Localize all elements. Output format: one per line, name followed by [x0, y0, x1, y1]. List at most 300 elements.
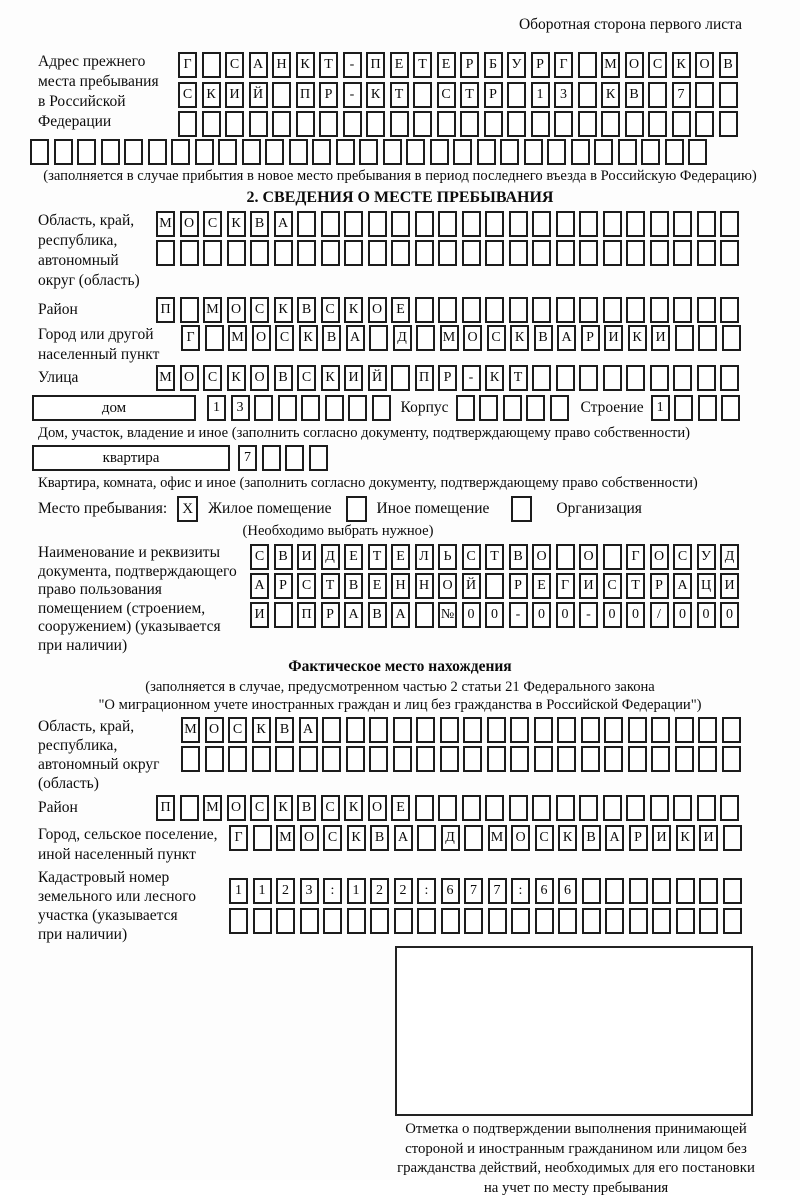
- char-cell[interactable]: [581, 717, 600, 743]
- char-cell[interactable]: С: [535, 825, 554, 851]
- char-cell[interactable]: [509, 297, 528, 323]
- char-cell[interactable]: М: [228, 325, 247, 351]
- char-cell[interactable]: К: [296, 52, 315, 78]
- char-cell[interactable]: [650, 795, 669, 821]
- char-cell[interactable]: [77, 139, 96, 165]
- char-cell[interactable]: [346, 746, 365, 772]
- char-cell[interactable]: [225, 111, 244, 137]
- char-cell[interactable]: [242, 139, 261, 165]
- char-cell[interactable]: [723, 878, 742, 904]
- char-cell[interactable]: [509, 240, 528, 266]
- char-cell[interactable]: Д: [720, 544, 739, 570]
- char-cell[interactable]: [413, 82, 432, 108]
- char-cell[interactable]: [370, 908, 389, 934]
- char-cell[interactable]: [579, 240, 598, 266]
- char-cell[interactable]: С: [437, 82, 456, 108]
- char-cell[interactable]: [463, 746, 482, 772]
- char-cell[interactable]: 7: [672, 82, 691, 108]
- char-cell[interactable]: [534, 746, 553, 772]
- char-cell[interactable]: Е: [344, 544, 363, 570]
- char-cell[interactable]: [697, 240, 716, 266]
- char-cell[interactable]: С: [462, 544, 481, 570]
- char-cell[interactable]: [406, 139, 425, 165]
- char-cell[interactable]: К: [676, 825, 695, 851]
- char-cell[interactable]: [719, 111, 738, 137]
- char-cell[interactable]: [228, 746, 247, 772]
- char-cell[interactable]: [336, 139, 355, 165]
- char-cell[interactable]: [722, 325, 741, 351]
- char-cell[interactable]: [195, 139, 214, 165]
- char-cell[interactable]: [605, 908, 624, 934]
- char-cell[interactable]: Й: [249, 82, 268, 108]
- char-cell[interactable]: [321, 240, 340, 266]
- char-cell[interactable]: [272, 82, 291, 108]
- char-cell[interactable]: А: [274, 211, 293, 237]
- char-cell[interactable]: [229, 908, 248, 934]
- char-cell[interactable]: Р: [509, 573, 528, 599]
- char-cell[interactable]: А: [605, 825, 624, 851]
- char-cell[interactable]: [218, 139, 237, 165]
- char-cell[interactable]: Е: [390, 52, 409, 78]
- char-cell[interactable]: 0: [626, 602, 645, 628]
- char-cell[interactable]: 2: [394, 878, 413, 904]
- char-cell[interactable]: К: [274, 795, 293, 821]
- char-cell[interactable]: [250, 240, 269, 266]
- char-cell[interactable]: [579, 795, 598, 821]
- char-cell[interactable]: [618, 139, 637, 165]
- char-cell[interactable]: С: [228, 717, 247, 743]
- char-cell[interactable]: [673, 365, 692, 391]
- char-cell[interactable]: [485, 573, 504, 599]
- char-cell[interactable]: [101, 139, 120, 165]
- char-cell[interactable]: [393, 717, 412, 743]
- char-cell[interactable]: [296, 111, 315, 137]
- char-cell[interactable]: П: [156, 795, 175, 821]
- char-cell[interactable]: И: [225, 82, 244, 108]
- char-cell[interactable]: [509, 795, 528, 821]
- char-cell[interactable]: Г: [554, 52, 573, 78]
- char-cell[interactable]: [665, 139, 684, 165]
- char-cell[interactable]: Б: [484, 52, 503, 78]
- char-cell[interactable]: [346, 717, 365, 743]
- char-cell[interactable]: Р: [321, 602, 340, 628]
- char-cell[interactable]: [393, 746, 412, 772]
- char-cell[interactable]: [368, 211, 387, 237]
- char-cell[interactable]: [626, 240, 645, 266]
- char-cell[interactable]: [391, 211, 410, 237]
- char-cell[interactable]: И: [250, 602, 269, 628]
- char-cell[interactable]: [343, 111, 362, 137]
- char-cell[interactable]: У: [507, 52, 526, 78]
- char-cell[interactable]: [720, 211, 739, 237]
- char-cell[interactable]: В: [582, 825, 601, 851]
- char-cell[interactable]: [603, 365, 622, 391]
- char-cell[interactable]: И: [579, 573, 598, 599]
- char-cell[interactable]: [698, 717, 717, 743]
- char-cell[interactable]: [437, 111, 456, 137]
- char-cell[interactable]: [369, 325, 388, 351]
- char-cell[interactable]: В: [370, 825, 389, 851]
- char-cell[interactable]: В: [297, 297, 316, 323]
- char-cell[interactable]: П: [297, 602, 316, 628]
- char-cell[interactable]: [391, 365, 410, 391]
- char-cell[interactable]: [556, 240, 575, 266]
- char-cell[interactable]: Т: [626, 573, 645, 599]
- char-cell[interactable]: [511, 908, 530, 934]
- char-cell[interactable]: [720, 297, 739, 323]
- char-cell[interactable]: [556, 297, 575, 323]
- char-cell[interactable]: И: [344, 365, 363, 391]
- char-cell[interactable]: О: [511, 825, 530, 851]
- char-cell[interactable]: [698, 325, 717, 351]
- char-cell[interactable]: [503, 395, 522, 421]
- char-cell[interactable]: [532, 211, 551, 237]
- char-cell[interactable]: [301, 395, 320, 421]
- char-cell[interactable]: [626, 795, 645, 821]
- char-cell[interactable]: А: [673, 573, 692, 599]
- char-cell[interactable]: [629, 908, 648, 934]
- char-cell[interactable]: [532, 240, 551, 266]
- char-cell[interactable]: [650, 365, 669, 391]
- char-cell[interactable]: [417, 908, 436, 934]
- char-cell[interactable]: [54, 139, 73, 165]
- char-cell[interactable]: [359, 139, 378, 165]
- char-cell[interactable]: [579, 365, 598, 391]
- char-cell[interactable]: [557, 717, 576, 743]
- char-cell[interactable]: [532, 795, 551, 821]
- char-cell[interactable]: 0: [485, 602, 504, 628]
- char-cell[interactable]: [278, 395, 297, 421]
- char-cell[interactable]: [274, 240, 293, 266]
- char-cell[interactable]: [675, 325, 694, 351]
- char-cell[interactable]: [289, 139, 308, 165]
- char-cell[interactable]: [526, 395, 545, 421]
- char-cell[interactable]: [417, 825, 436, 851]
- char-cell[interactable]: [556, 211, 575, 237]
- char-cell[interactable]: [723, 825, 742, 851]
- char-cell[interactable]: [532, 297, 551, 323]
- char-cell[interactable]: О: [250, 365, 269, 391]
- char-cell[interactable]: [456, 395, 475, 421]
- char-cell[interactable]: [672, 111, 691, 137]
- char-cell[interactable]: И: [651, 325, 670, 351]
- char-cell[interactable]: [556, 544, 575, 570]
- char-cell[interactable]: У: [697, 544, 716, 570]
- char-cell[interactable]: [485, 297, 504, 323]
- char-cell[interactable]: [485, 211, 504, 237]
- char-cell[interactable]: К: [510, 325, 529, 351]
- char-cell[interactable]: [650, 211, 669, 237]
- char-cell[interactable]: -: [343, 52, 362, 78]
- char-cell[interactable]: -: [462, 365, 481, 391]
- char-cell[interactable]: В: [297, 795, 316, 821]
- char-cell[interactable]: 6: [535, 878, 554, 904]
- char-cell[interactable]: Н: [272, 52, 291, 78]
- char-cell[interactable]: [626, 297, 645, 323]
- char-cell[interactable]: Ь: [438, 544, 457, 570]
- char-cell[interactable]: О: [180, 365, 199, 391]
- char-cell[interactable]: О: [227, 297, 246, 323]
- char-cell[interactable]: [479, 395, 498, 421]
- char-cell[interactable]: [650, 240, 669, 266]
- char-cell[interactable]: 7: [464, 878, 483, 904]
- char-cell[interactable]: Р: [460, 52, 479, 78]
- char-cell[interactable]: [578, 52, 597, 78]
- char-cell[interactable]: [578, 111, 597, 137]
- checkbox-residential[interactable]: X: [177, 496, 198, 522]
- char-cell[interactable]: [674, 395, 693, 421]
- char-cell[interactable]: [369, 717, 388, 743]
- char-cell[interactable]: [205, 746, 224, 772]
- char-cell[interactable]: [534, 717, 553, 743]
- char-cell[interactable]: 1: [229, 878, 248, 904]
- char-cell[interactable]: А: [394, 825, 413, 851]
- char-cell[interactable]: Р: [629, 825, 648, 851]
- char-cell[interactable]: Р: [274, 573, 293, 599]
- char-cell[interactable]: [720, 240, 739, 266]
- char-cell[interactable]: М: [156, 211, 175, 237]
- char-cell[interactable]: С: [323, 825, 342, 851]
- char-cell[interactable]: :: [323, 878, 342, 904]
- char-cell[interactable]: Е: [368, 573, 387, 599]
- char-cell[interactable]: И: [699, 825, 718, 851]
- char-cell[interactable]: [648, 111, 667, 137]
- checkbox-other-premises[interactable]: [346, 496, 367, 522]
- char-cell[interactable]: [312, 139, 331, 165]
- char-cell[interactable]: Н: [415, 573, 434, 599]
- char-cell[interactable]: С: [203, 211, 222, 237]
- char-cell[interactable]: Г: [556, 573, 575, 599]
- char-cell[interactable]: П: [296, 82, 315, 108]
- char-cell[interactable]: Г: [181, 325, 200, 351]
- char-cell[interactable]: [322, 746, 341, 772]
- char-cell[interactable]: С: [225, 52, 244, 78]
- char-cell[interactable]: [719, 82, 738, 108]
- char-cell[interactable]: А: [299, 717, 318, 743]
- char-cell[interactable]: Г: [626, 544, 645, 570]
- char-cell[interactable]: [720, 365, 739, 391]
- char-cell[interactable]: №: [438, 602, 457, 628]
- char-cell[interactable]: [344, 211, 363, 237]
- char-cell[interactable]: [547, 139, 566, 165]
- char-cell[interactable]: [438, 211, 457, 237]
- char-cell[interactable]: [524, 139, 543, 165]
- char-cell[interactable]: Р: [438, 365, 457, 391]
- char-cell[interactable]: [651, 717, 670, 743]
- char-cell[interactable]: С: [203, 365, 222, 391]
- char-cell[interactable]: С: [250, 544, 269, 570]
- char-cell[interactable]: [673, 211, 692, 237]
- char-cell[interactable]: И: [604, 325, 623, 351]
- char-cell[interactable]: [676, 908, 695, 934]
- char-cell[interactable]: [603, 211, 622, 237]
- char-cell[interactable]: П: [156, 297, 175, 323]
- char-cell[interactable]: [415, 795, 434, 821]
- char-cell[interactable]: [571, 139, 590, 165]
- char-cell[interactable]: [383, 139, 402, 165]
- char-cell[interactable]: М: [440, 325, 459, 351]
- char-cell[interactable]: К: [274, 297, 293, 323]
- char-cell[interactable]: С: [648, 52, 667, 78]
- char-cell[interactable]: К: [299, 325, 318, 351]
- char-cell[interactable]: [641, 139, 660, 165]
- char-cell[interactable]: 1: [253, 878, 272, 904]
- char-cell[interactable]: О: [252, 325, 271, 351]
- char-cell[interactable]: [249, 111, 268, 137]
- char-cell[interactable]: [253, 908, 272, 934]
- char-cell[interactable]: О: [205, 717, 224, 743]
- char-cell[interactable]: [477, 139, 496, 165]
- char-cell[interactable]: Е: [391, 297, 410, 323]
- char-cell[interactable]: С: [673, 544, 692, 570]
- char-cell[interactable]: [594, 139, 613, 165]
- char-cell[interactable]: О: [300, 825, 319, 851]
- char-cell[interactable]: [488, 908, 507, 934]
- char-cell[interactable]: [605, 878, 624, 904]
- char-cell[interactable]: [699, 908, 718, 934]
- char-cell[interactable]: С: [321, 795, 340, 821]
- char-cell[interactable]: 6: [441, 878, 460, 904]
- char-cell[interactable]: [603, 297, 622, 323]
- char-cell[interactable]: [579, 211, 598, 237]
- char-cell[interactable]: П: [415, 365, 434, 391]
- char-cell[interactable]: [415, 602, 434, 628]
- char-cell[interactable]: [462, 297, 481, 323]
- char-cell[interactable]: О: [650, 544, 669, 570]
- char-cell[interactable]: [650, 297, 669, 323]
- char-cell[interactable]: В: [275, 717, 294, 743]
- char-cell[interactable]: 2: [370, 878, 389, 904]
- char-cell[interactable]: [673, 240, 692, 266]
- char-cell[interactable]: 0: [697, 602, 716, 628]
- char-cell[interactable]: [202, 52, 221, 78]
- char-cell[interactable]: [603, 795, 622, 821]
- char-cell[interactable]: [652, 908, 671, 934]
- char-cell[interactable]: [347, 908, 366, 934]
- char-cell[interactable]: К: [252, 717, 271, 743]
- char-cell[interactable]: О: [695, 52, 714, 78]
- char-cell[interactable]: [625, 111, 644, 137]
- char-cell[interactable]: 0: [603, 602, 622, 628]
- char-cell[interactable]: [485, 795, 504, 821]
- char-cell[interactable]: К: [485, 365, 504, 391]
- char-cell[interactable]: [390, 111, 409, 137]
- char-cell[interactable]: [438, 795, 457, 821]
- char-cell[interactable]: [582, 908, 601, 934]
- char-cell[interactable]: М: [203, 297, 222, 323]
- char-cell[interactable]: О: [180, 211, 199, 237]
- char-cell[interactable]: Т: [319, 52, 338, 78]
- char-cell[interactable]: [698, 395, 717, 421]
- char-cell[interactable]: В: [344, 573, 363, 599]
- char-cell[interactable]: [272, 111, 291, 137]
- char-cell[interactable]: [676, 878, 695, 904]
- char-cell[interactable]: Р: [531, 52, 550, 78]
- char-cell[interactable]: [581, 746, 600, 772]
- char-cell[interactable]: М: [276, 825, 295, 851]
- char-cell[interactable]: И: [720, 573, 739, 599]
- char-cell[interactable]: 3: [554, 82, 573, 108]
- char-cell[interactable]: О: [532, 544, 551, 570]
- char-cell[interactable]: М: [488, 825, 507, 851]
- char-cell[interactable]: [369, 746, 388, 772]
- char-cell[interactable]: [30, 139, 49, 165]
- char-cell[interactable]: [180, 297, 199, 323]
- char-cell[interactable]: К: [321, 365, 340, 391]
- char-cell[interactable]: [698, 746, 717, 772]
- char-cell[interactable]: А: [557, 325, 576, 351]
- char-cell[interactable]: 6: [558, 878, 577, 904]
- char-cell[interactable]: [148, 139, 167, 165]
- char-cell[interactable]: [252, 746, 271, 772]
- char-cell[interactable]: М: [156, 365, 175, 391]
- char-cell[interactable]: Р: [581, 325, 600, 351]
- char-cell[interactable]: [464, 825, 483, 851]
- char-cell[interactable]: [557, 746, 576, 772]
- char-cell[interactable]: О: [463, 325, 482, 351]
- char-cell[interactable]: [535, 908, 554, 934]
- char-cell[interactable]: К: [227, 211, 246, 237]
- char-cell[interactable]: В: [274, 544, 293, 570]
- char-cell[interactable]: О: [227, 795, 246, 821]
- char-cell[interactable]: [300, 908, 319, 934]
- char-cell[interactable]: -: [343, 82, 362, 108]
- char-cell[interactable]: О: [438, 573, 457, 599]
- char-cell[interactable]: [648, 82, 667, 108]
- char-cell[interactable]: [579, 297, 598, 323]
- char-cell[interactable]: 1: [347, 878, 366, 904]
- char-cell[interactable]: [628, 746, 647, 772]
- char-cell[interactable]: К: [601, 82, 620, 108]
- char-cell[interactable]: [675, 717, 694, 743]
- char-cell[interactable]: 0: [532, 602, 551, 628]
- char-cell[interactable]: М: [203, 795, 222, 821]
- char-cell[interactable]: [500, 139, 519, 165]
- char-cell[interactable]: [297, 211, 316, 237]
- char-cell[interactable]: [348, 395, 367, 421]
- char-cell[interactable]: [673, 297, 692, 323]
- char-cell[interactable]: О: [625, 52, 644, 78]
- char-cell[interactable]: [723, 908, 742, 934]
- char-cell[interactable]: Т: [390, 82, 409, 108]
- char-cell[interactable]: [309, 445, 328, 471]
- char-cell[interactable]: К: [347, 825, 366, 851]
- char-cell[interactable]: [325, 395, 344, 421]
- char-cell[interactable]: С: [250, 297, 269, 323]
- char-cell[interactable]: А: [346, 325, 365, 351]
- char-cell[interactable]: [416, 717, 435, 743]
- char-cell[interactable]: [180, 795, 199, 821]
- char-cell[interactable]: [124, 139, 143, 165]
- char-cell[interactable]: 3: [231, 395, 250, 421]
- char-cell[interactable]: [430, 139, 449, 165]
- char-cell[interactable]: [651, 746, 670, 772]
- char-cell[interactable]: [453, 139, 472, 165]
- char-cell[interactable]: 0: [556, 602, 575, 628]
- char-cell[interactable]: :: [417, 878, 436, 904]
- char-cell[interactable]: Т: [509, 365, 528, 391]
- char-cell[interactable]: [323, 908, 342, 934]
- char-cell[interactable]: [180, 240, 199, 266]
- char-cell[interactable]: [372, 395, 391, 421]
- char-cell[interactable]: В: [368, 602, 387, 628]
- char-cell[interactable]: [438, 297, 457, 323]
- char-cell[interactable]: [181, 746, 200, 772]
- char-cell[interactable]: 0: [720, 602, 739, 628]
- char-cell[interactable]: Й: [462, 573, 481, 599]
- char-cell[interactable]: Т: [460, 82, 479, 108]
- char-cell[interactable]: [438, 240, 457, 266]
